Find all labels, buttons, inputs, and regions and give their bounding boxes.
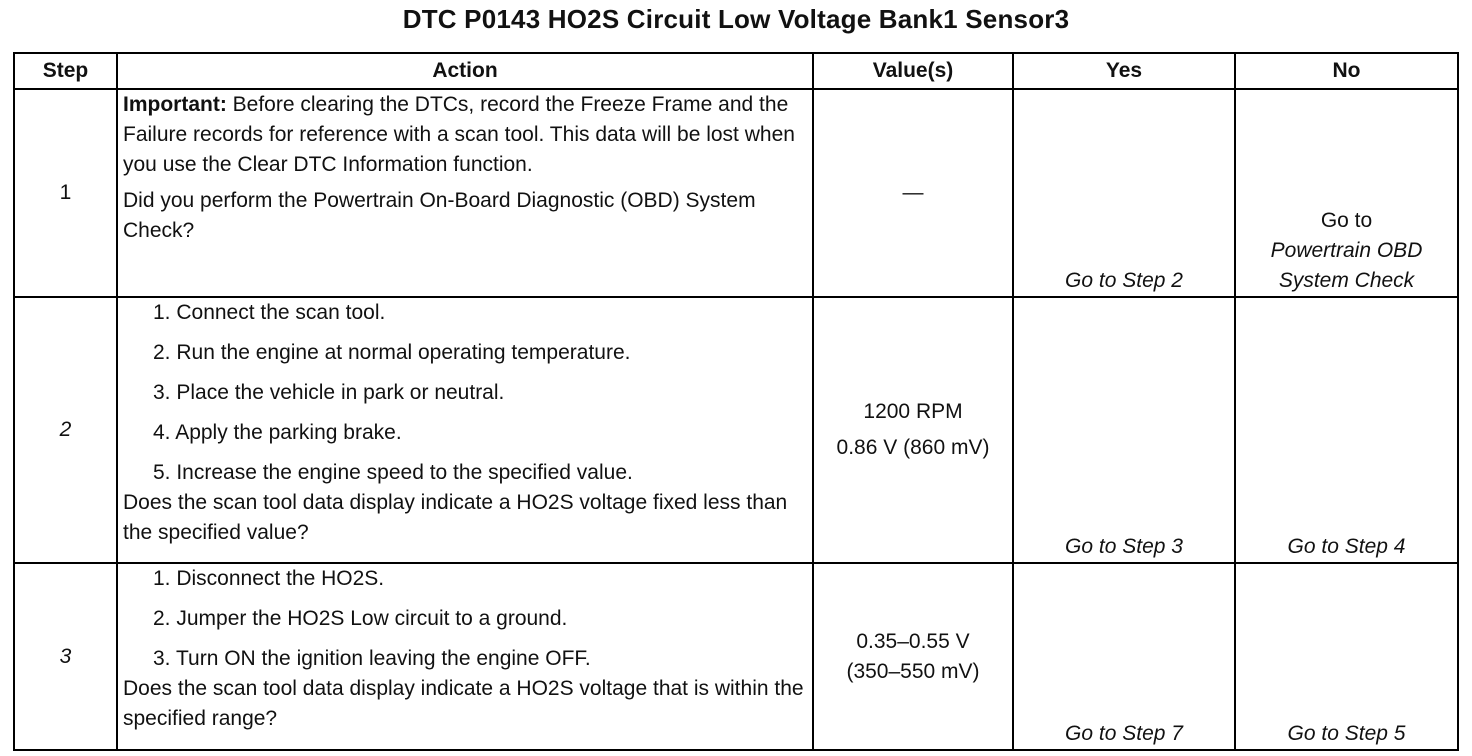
list-item: 1. Connect the scan tool. [153, 301, 386, 324]
step-question: Does the scan tool data display indicate a HO2S voltage that is within the specified range? [123, 677, 804, 730]
no-cell[interactable]: Go to Step 4 [1235, 297, 1458, 563]
yes-cell[interactable]: Go to Step 2 [1013, 89, 1235, 297]
value-cell [813, 297, 1013, 563]
no-prefix: Go to [1320, 209, 1373, 232]
header-yes: Yes [1013, 53, 1235, 89]
value-cell [813, 563, 1013, 750]
table-header-row [14, 53, 1458, 89]
step-question: Does the scan tool data display indicate a HO2S voltage fixed less than the specified value? [123, 491, 788, 544]
diagnostic-table [13, 52, 1459, 751]
header-no: No [1235, 53, 1458, 89]
header-action: Action [117, 53, 813, 89]
list-item: 2. Run the engine at normal operating temperature. [153, 341, 631, 364]
list-item: 5. Increase the engine speed to the specified value. [153, 461, 633, 484]
step-number: 3 [14, 563, 117, 750]
action-cell [117, 563, 813, 750]
important-label: Important: [123, 93, 227, 116]
action-cell [117, 297, 813, 563]
value-line: 1200 RPM [863, 400, 963, 423]
no-link[interactable]: Powertrain OBD System Check [1270, 239, 1423, 292]
page-title: DTC P0143 HO2S Circuit Low Voltage Bank1 Sensor3 [402, 4, 1070, 34]
value-line: 0.35–0.55 V [856, 629, 970, 653]
action-list [123, 564, 807, 674]
header-step: Step [14, 53, 117, 89]
list-item: 2. Jumper the HO2S Low circuit to a ground. [153, 607, 568, 630]
list-item: 3. Place the vehicle in park or neutral. [153, 381, 505, 404]
list-item: 3. Turn ON the ignition leaving the engine OFF. [153, 647, 591, 670]
important-text: Before clearing the DTCs, record the Freeze Frame and the Failure records for reference with a scan tool. This data will be lost when you use the Clear DTC Information function. [123, 93, 795, 176]
table-row-step-3 [14, 563, 1458, 750]
action-list [123, 298, 807, 488]
value-cell: — [813, 89, 1013, 297]
table-row-step-2 [14, 297, 1458, 563]
no-cell[interactable]: Go to Step 5 [1235, 563, 1458, 750]
action-cell [117, 89, 813, 297]
step-question: Did you perform the Powertrain On-Board Diagnostic (OBD) System Check? [123, 189, 756, 242]
yes-cell[interactable]: Go to Step 3 [1013, 297, 1235, 563]
no-cell[interactable] [1235, 89, 1458, 297]
step-number: 2 [14, 297, 117, 563]
list-item: 1. Disconnect the HO2S. [153, 567, 385, 590]
important-note [123, 90, 807, 180]
list-item: 4. Apply the parking brake. [153, 421, 402, 444]
header-values: Value(s) [813, 53, 1013, 89]
table-row-step-1 [14, 89, 1458, 297]
step-number: 1 [14, 89, 117, 297]
value-line: 0.86 V (860 mV) [836, 436, 990, 459]
yes-cell[interactable]: Go to Step 7 [1013, 563, 1235, 750]
value-line: (350–550 mV) [846, 659, 980, 683]
